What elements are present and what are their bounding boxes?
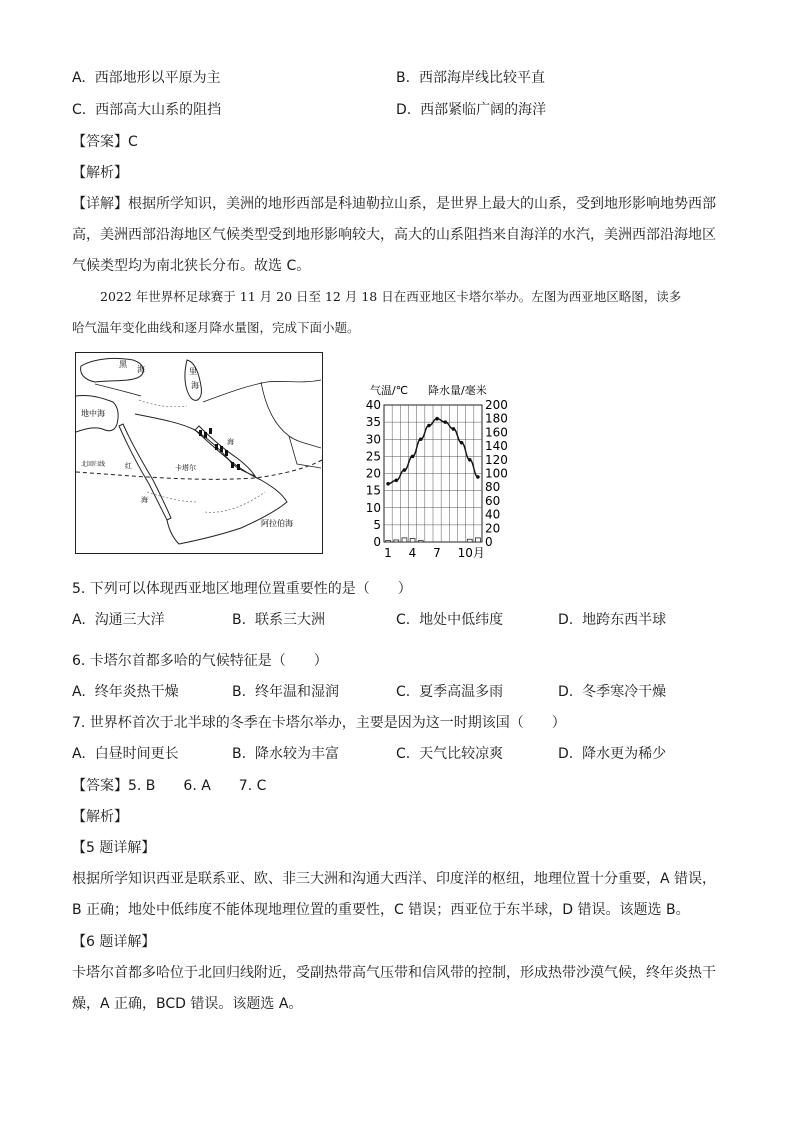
chart-temp-tick: 15 bbox=[365, 483, 381, 498]
climate-chart bbox=[358, 380, 518, 560]
intro-line-2: 哈气温年变化曲线和逐月降水量图，完成下面小题。 bbox=[72, 320, 360, 335]
chart-precip-bar bbox=[418, 541, 423, 542]
option-d-prev: D. 西部紧临广阔的海洋 bbox=[396, 102, 547, 118]
chart-precip-bar bbox=[394, 540, 399, 542]
map-label-arabian-sea: 阿拉伯海 bbox=[261, 519, 293, 528]
chart-temp-tick: 30 bbox=[365, 432, 381, 447]
q7-option-a[interactable]: A. 白昼时间更长 bbox=[72, 746, 179, 762]
q7-option-b[interactable]: B. 降水较为丰富 bbox=[232, 746, 339, 762]
chart-precip-tick: 20 bbox=[485, 521, 501, 536]
chart-x-label: 7 bbox=[433, 546, 441, 560]
map-label-black-sea-1: 黑 bbox=[119, 360, 127, 369]
chart-x-label: 1 bbox=[384, 546, 392, 560]
q5-option-b[interactable]: B. 联系三大洲 bbox=[232, 612, 325, 628]
chart-temp-point bbox=[468, 458, 472, 462]
map-label-caspian: 里 bbox=[189, 367, 197, 376]
q6-option-a[interactable]: A. 终年炎热干燥 bbox=[72, 684, 179, 700]
option-c-prev: C. 西部高大山系的阻挡 bbox=[72, 102, 222, 118]
q6-option-c[interactable]: C. 夏季高温多雨 bbox=[396, 684, 504, 700]
chart-precip-tick: 180 bbox=[485, 411, 508, 426]
chart-precip-bar bbox=[410, 539, 415, 542]
map-label-red-sea-1: 红 bbox=[125, 462, 132, 470]
chart-precip-bar bbox=[467, 539, 472, 542]
map-label-red-sea-2: 海 bbox=[141, 496, 148, 504]
q6-detail-line-2: 燥，A 正确，BCD 错误。该题选 A。 bbox=[72, 996, 303, 1012]
chart-precip-bar bbox=[386, 541, 391, 542]
chart-precip-tick: 60 bbox=[485, 493, 501, 508]
chart-temp-point bbox=[386, 482, 390, 486]
option-a-prev: A. 西部地形以平原为主 bbox=[72, 70, 221, 86]
intro-line-1: 2022 年世界杯足球赛于 11 月 20 日至 12 月 18 日在西亚地区卡塔尔举办。左图为西亚地区略图，读多 bbox=[100, 289, 682, 304]
option-b-prev: B. 西部海岸线比较平直 bbox=[396, 70, 545, 86]
chart-temp-point bbox=[411, 455, 415, 459]
analysis-heading: 【解析】 bbox=[72, 809, 128, 825]
chart-right-axis-title: 降水量/毫米 bbox=[428, 384, 487, 397]
map-label-mediterranean: 地中海 bbox=[81, 409, 105, 418]
chart-temp-point bbox=[452, 427, 456, 431]
q6-detail-line-1: 卡塔尔首都多哈位于北回归线附近，受副热带高气压带和信风带的控制，形成热带沙漠气候，终年炎热干 bbox=[72, 965, 716, 981]
map-label-tropic: 北回归线 bbox=[81, 461, 106, 468]
chart-temp-point bbox=[476, 475, 480, 479]
chart-temp-point bbox=[403, 468, 407, 472]
chart-temp-tick: 25 bbox=[365, 449, 381, 464]
chart-precip-bar bbox=[475, 538, 480, 542]
chart-precip-tick: 40 bbox=[485, 507, 501, 522]
answer-prev: 【答案】C bbox=[72, 134, 138, 150]
chart-temp-tick: 0 bbox=[373, 535, 381, 549]
q6-detail-heading: 【6 题详解】 bbox=[72, 934, 156, 950]
q6-option-d[interactable]: D. 冬季寒冷干燥 bbox=[558, 684, 667, 700]
q5-option-c[interactable]: C. 地处中低纬度 bbox=[396, 612, 504, 628]
q7-option-c[interactable]: C. 天气比较凉爽 bbox=[396, 746, 504, 762]
q5-option-a[interactable]: A. 沟通三大洋 bbox=[72, 612, 165, 628]
detail-line-1: 【详解】根据所学知识，美洲的地形西部是科迪勒拉山系，是世界上最大的山系，受到地形影响地势西部 bbox=[72, 196, 716, 212]
chart-temp-tick: 35 bbox=[365, 415, 381, 430]
west-asia-map bbox=[75, 352, 323, 554]
q7-stem: 7. 世界杯首次于北半球的冬季在卡塔尔举办，主要是因为这一时期该国（ ） bbox=[72, 715, 566, 731]
chart-temp-point bbox=[460, 441, 464, 445]
chart-precip-tick: 200 bbox=[485, 398, 508, 412]
chart-precip-bar bbox=[402, 538, 407, 542]
map-label-gulf: 海 bbox=[227, 438, 234, 446]
chart-precip-tick: 0 bbox=[485, 535, 493, 549]
chart-precip-tick: 140 bbox=[485, 439, 508, 454]
chart-temp-point bbox=[443, 420, 447, 424]
q5-detail-line-2: B 正确；地处中低纬度不能体现地理位置的重要性，C 错误；西亚位于东半球，D 错误。该题选 B。 bbox=[72, 902, 690, 918]
chart-x-label: 4 bbox=[408, 546, 417, 560]
answers: 【答案】5. B 6. A 7. C bbox=[72, 778, 267, 794]
q7-option-d[interactable]: D. 降水更为稀少 bbox=[558, 746, 667, 762]
map-label-black-sea-2: 海 bbox=[137, 365, 145, 374]
q6-stem: 6. 卡塔尔首都多哈的气候特征是（ ） bbox=[72, 653, 328, 669]
chart-temp-tick: 5 bbox=[373, 517, 381, 532]
chart-left-axis-title: 气温/℃ bbox=[370, 384, 409, 397]
chart-precip-tick: 100 bbox=[485, 466, 508, 481]
chart-x-label: 10月 bbox=[457, 546, 485, 560]
q5-stem: 5. 下列可以体现西亚地区地理位置重要性的是（ ） bbox=[72, 581, 412, 597]
chart-temp-point bbox=[419, 437, 423, 441]
detail-line-3: 气候类型均为南北狭长分布。故选 C。 bbox=[72, 258, 311, 274]
q5-detail-line-1: 根据所学知识西亚是联系亚、欧、非三大洲和沟通大西洋、印度洋的枢纽，地理位置十分重要，A 错误， bbox=[72, 871, 717, 887]
chart-temp-point bbox=[435, 417, 439, 421]
chart-temp-tick: 20 bbox=[365, 466, 381, 481]
chart-precip-tick: 80 bbox=[485, 480, 501, 495]
map-label-qatar: 卡塔尔 bbox=[175, 464, 196, 472]
q5-detail-heading: 【5 题详解】 bbox=[72, 840, 156, 856]
map-label-caspian-2: 海 bbox=[191, 381, 199, 390]
detail-line-2: 高，美洲西部沿海地区气候类型受到地形影响较大，高大的山系阻挡来自海洋的水汽，美洲西部沿海地区 bbox=[72, 227, 716, 243]
chart-temp-point bbox=[427, 424, 431, 428]
q5-option-d[interactable]: D. 地跨东西半球 bbox=[558, 612, 667, 628]
q6-option-b[interactable]: B. 终年温和湿润 bbox=[232, 684, 339, 700]
analysis-heading-prev: 【解析】 bbox=[72, 165, 128, 181]
chart-precip-tick: 120 bbox=[485, 452, 508, 467]
chart-temp-tick: 40 bbox=[365, 398, 381, 412]
chart-precip-tick: 160 bbox=[485, 425, 508, 440]
chart-temp-tick: 10 bbox=[365, 500, 381, 515]
chart-temp-point bbox=[394, 479, 398, 483]
